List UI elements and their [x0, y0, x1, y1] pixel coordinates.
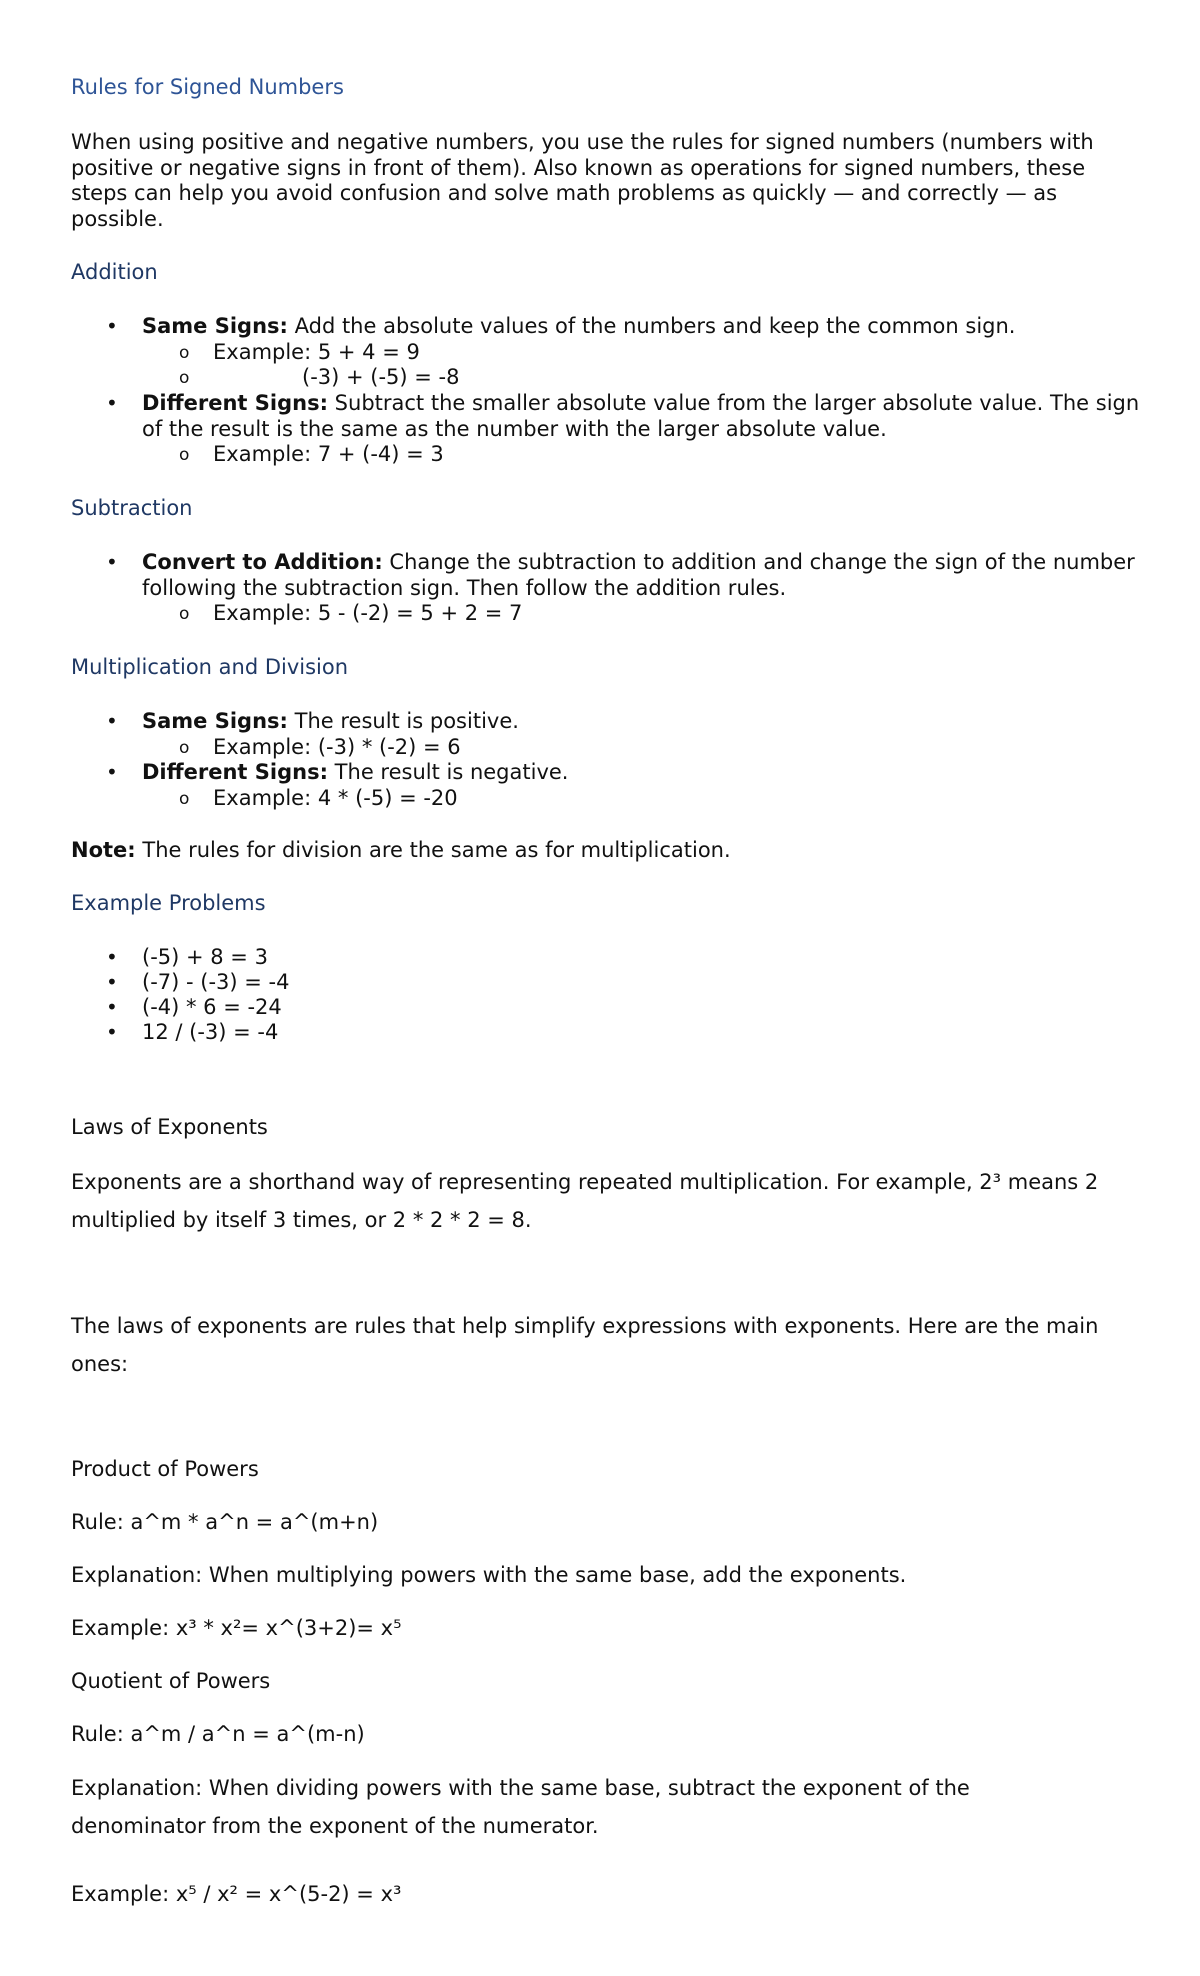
circle-bullet-icon: o	[179, 343, 190, 363]
product-example: Example: x³ * x²= x^(3+2)= x⁵	[71, 1616, 402, 1640]
heading-addition: Addition	[71, 260, 158, 284]
bullet-text	[142, 391, 1141, 442]
exponents-intro: Exponents are a shorthand way of representing repeated multiplication. For example, 2³ means 2 multiplied by itself 3 times, or 2 * 2 * 2 = 8.	[71, 1170, 1099, 1232]
example-text: Example: (-3) * (-2) = 6	[213, 735, 461, 759]
example-problem: (-5) + 8 = 3	[142, 945, 268, 969]
example-text: Example: 4 * (-5) = -20	[213, 786, 458, 810]
bullet-icon: •	[106, 709, 118, 733]
note-text: The rules for division are the same as for multiplication.	[135, 838, 731, 862]
example-text: Example: 5 - (-2) = 5 + 2 = 7	[213, 601, 523, 625]
bullet-icon: •	[106, 391, 118, 415]
rule-text: Change the subtraction to addition and change the sign of the number following the subtraction sign. Then follow the addition rules.	[142, 550, 1135, 600]
circle-bullet-icon: o	[179, 604, 190, 624]
bullet-icon: •	[106, 314, 118, 338]
heading-multiplication-division: Multiplication and Division	[71, 655, 349, 679]
note-paragraph	[71, 838, 731, 864]
circle-bullet-icon: o	[179, 789, 190, 809]
note-label: Note:	[71, 838, 136, 862]
example-text: (-3) + (-5) = -8	[302, 365, 460, 389]
section-title-signed-numbers: Rules for Signed Numbers	[71, 75, 344, 99]
bullet-text	[142, 760, 1141, 786]
product-rule: Rule: a^m * a^n = a^(m+n)	[71, 1510, 379, 1534]
bullet-icon: •	[106, 970, 118, 994]
circle-bullet-icon: o	[179, 445, 190, 465]
section-title-exponents: Laws of Exponents	[71, 1115, 268, 1139]
example-text: Example: 7 + (-4) = 3	[213, 442, 444, 466]
quotient-explanation: Explanation: When dividing powers with the same base, subtract the exponent of the denominator from the exponent of the numerator.	[71, 1776, 970, 1838]
rule-label: Different Signs:	[142, 760, 328, 784]
product-explanation: Explanation: When multiplying powers with the same base, add the exponents.	[71, 1563, 907, 1587]
signed-numbers-intro: When using positive and negative numbers, you use the rules for signed numbers (numbers with positive or negative signs in front of them). Also known as operations for signed numbers, these steps can help you avoid confusion and solve math problems as quickly — and correctly — as possible.	[71, 130, 1094, 231]
bullet-icon: •	[106, 760, 118, 784]
rule-text: The result is negative.	[328, 760, 569, 784]
circle-bullet-icon: o	[179, 368, 190, 388]
example-problem: 12 / (-3) = -4	[142, 1020, 279, 1044]
circle-bullet-icon: o	[179, 738, 190, 758]
heading-product-of-powers: Product of Powers	[71, 1457, 259, 1481]
bullet-icon: •	[106, 995, 118, 1019]
rule-text: Subtract the smaller absolute value from the larger absolute value. The sign of the result is the same as the number with the larger absolute value.	[142, 391, 1140, 441]
rule-label: Same Signs:	[142, 709, 288, 733]
bullet-icon: •	[106, 1020, 118, 1044]
heading-quotient-of-powers: Quotient of Powers	[71, 1669, 271, 1693]
bullet-icon: •	[106, 945, 118, 969]
rule-label: Same Signs:	[142, 314, 288, 338]
heading-example-problems: Example Problems	[71, 891, 266, 915]
quotient-rule: Rule: a^m / a^n = a^(m-n)	[71, 1722, 365, 1746]
rule-label: Different Signs:	[142, 391, 328, 415]
bullet-text	[142, 550, 1141, 601]
example-text: Example: 5 + 4 = 9	[213, 340, 420, 364]
bullet-icon: •	[106, 550, 118, 574]
heading-subtraction: Subtraction	[71, 496, 193, 520]
bullet-text	[142, 709, 1141, 735]
bullet-text	[142, 314, 1141, 340]
example-problem: (-7) - (-3) = -4	[142, 970, 290, 994]
laws-intro: The laws of exponents are rules that help simplify expressions with exponents. Here are the main ones:	[71, 1314, 1099, 1376]
rule-label: Convert to Addition:	[142, 550, 383, 574]
quotient-example: Example: x⁵ / x² = x^(5-2) = x³	[71, 1882, 402, 1906]
rule-text: The result is positive.	[287, 709, 519, 733]
example-problem: (-4) * 6 = -24	[142, 995, 282, 1019]
rule-text: Add the absolute values of the numbers and keep the common sign.	[287, 314, 1016, 338]
